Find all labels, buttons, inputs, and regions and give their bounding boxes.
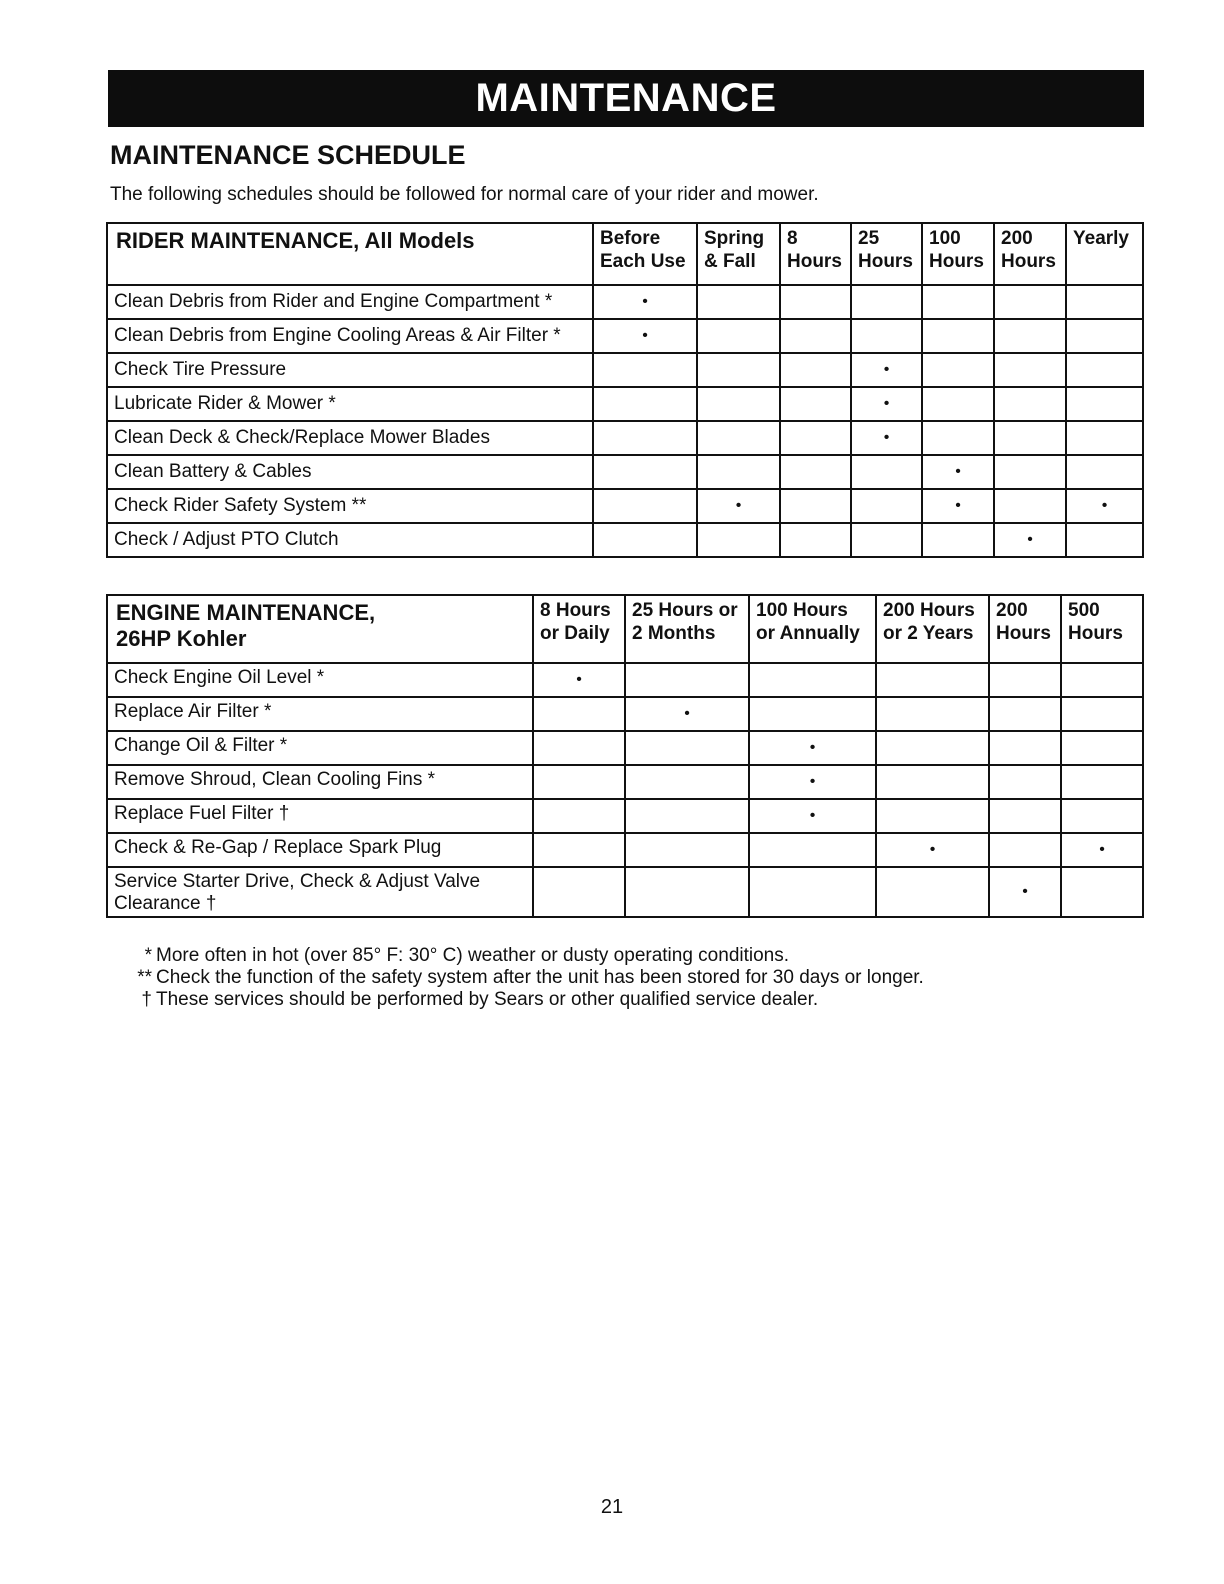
schedule-cell xyxy=(593,489,697,523)
schedule-cell xyxy=(994,319,1066,353)
table-row xyxy=(107,523,1143,557)
schedule-cell xyxy=(994,421,1066,455)
schedule-cell xyxy=(749,663,876,697)
schedule-cell xyxy=(697,523,780,557)
schedule-cell xyxy=(851,421,922,455)
schedule-cell xyxy=(876,867,989,917)
bullet-mark: • xyxy=(809,807,816,824)
bullet-mark: • xyxy=(883,361,890,378)
schedule-cell xyxy=(1066,489,1143,523)
schedule-cell xyxy=(989,765,1061,799)
footnote xyxy=(128,967,924,989)
schedule-cell xyxy=(697,421,780,455)
header-line: 100 xyxy=(929,228,961,249)
schedule-cell xyxy=(922,285,994,319)
schedule-cell xyxy=(625,765,749,799)
header-line: or Daily xyxy=(540,623,610,644)
schedule-cell xyxy=(922,319,994,353)
bullet-mark: • xyxy=(684,705,690,722)
table-row xyxy=(107,319,1143,353)
header-line: 8 xyxy=(787,228,798,249)
schedule-cell xyxy=(749,697,876,731)
schedule-cell xyxy=(876,765,989,799)
schedule-cell xyxy=(697,387,780,421)
schedule-cell xyxy=(749,799,876,833)
task-label: Check / Adjust PTO Clutch xyxy=(107,523,593,557)
header-line: Yearly xyxy=(1073,228,1129,249)
bullet-mark: • xyxy=(883,395,890,412)
schedule-cell xyxy=(876,799,989,833)
column-header xyxy=(1066,223,1143,285)
header-line: Spring xyxy=(704,228,765,249)
section-heading: MAINTENANCE SCHEDULE xyxy=(110,140,466,170)
schedule-cell xyxy=(749,833,876,867)
column-header xyxy=(989,595,1061,663)
schedule-cell xyxy=(922,455,994,489)
bullet-mark: • xyxy=(955,497,961,514)
bullet-mark: • xyxy=(1099,841,1105,858)
footnote-text: Check the function of the safety system after the unit has been stored for 30 days or longer. xyxy=(156,967,924,988)
footnote-text: More often in hot (over 85° F: 30° C) weather or dusty operating conditions. xyxy=(156,945,790,966)
table-row xyxy=(107,353,1143,387)
footnote-symbol: * xyxy=(144,945,152,966)
schedule-cell xyxy=(780,523,851,557)
header-row xyxy=(107,223,1143,285)
schedule-cell xyxy=(780,421,851,455)
bullet-mark: • xyxy=(809,773,816,790)
header-line: Before xyxy=(600,228,661,249)
schedule-cell xyxy=(533,765,625,799)
schedule-cell xyxy=(749,731,876,765)
table-row xyxy=(107,697,1143,731)
task-label: Remove Shroud, Clean Cooling Fins * xyxy=(107,765,533,799)
schedule-cell xyxy=(851,455,922,489)
schedule-cell xyxy=(697,285,780,319)
header-line: 8 Hours xyxy=(540,600,611,621)
table-row xyxy=(107,421,1143,455)
schedule-cell xyxy=(625,867,749,917)
schedule-cell xyxy=(593,455,697,489)
schedule-cell xyxy=(922,387,994,421)
schedule-cell xyxy=(1061,663,1143,697)
header-line: Hours xyxy=(929,251,984,272)
header-line: Hours xyxy=(1068,623,1123,644)
header-line: 100 Hours xyxy=(756,600,848,621)
header-line: Hours xyxy=(787,251,842,272)
schedule-cell xyxy=(780,319,851,353)
banner-title: MAINTENANCE xyxy=(108,70,1144,127)
schedule-cell xyxy=(989,867,1061,917)
schedule-cell xyxy=(1061,833,1143,867)
schedule-cell xyxy=(989,663,1061,697)
schedule-cell xyxy=(989,799,1061,833)
bullet-mark: • xyxy=(642,327,648,344)
column-header xyxy=(625,595,749,663)
schedule-cell xyxy=(593,421,697,455)
header-line: 200 xyxy=(1001,228,1033,249)
schedule-cell xyxy=(697,319,780,353)
schedule-cell xyxy=(697,489,780,523)
task-label: Check Tire Pressure xyxy=(107,353,593,387)
schedule-cell xyxy=(994,387,1066,421)
schedule-cell xyxy=(625,731,749,765)
schedule-cell xyxy=(994,353,1066,387)
schedule-cell xyxy=(922,489,994,523)
bullet-mark: • xyxy=(576,671,582,688)
bullet-mark: • xyxy=(642,293,648,310)
schedule-cell xyxy=(851,387,922,421)
task-label: Check Rider Safety System ** xyxy=(107,489,593,523)
schedule-cell xyxy=(1066,353,1143,387)
footnote-symbol: ** xyxy=(137,967,152,988)
schedule-cell xyxy=(994,455,1066,489)
header-line: 500 xyxy=(1068,600,1100,621)
schedule-cell xyxy=(1061,765,1143,799)
schedule-cell xyxy=(780,387,851,421)
bullet-mark: • xyxy=(735,497,742,514)
schedule-cell xyxy=(1066,523,1143,557)
schedule-cell xyxy=(533,799,625,833)
footnote xyxy=(128,989,924,1011)
task-label: Clean Deck & Check/Replace Mower Blades xyxy=(107,421,593,455)
task-label: Clean Debris from Rider and Engine Compartment * xyxy=(107,285,593,319)
header-line: Hours xyxy=(996,623,1051,644)
schedule-cell xyxy=(876,731,989,765)
footnote-symbol: † xyxy=(141,989,152,1010)
footnote xyxy=(128,945,924,967)
task-label: Clean Debris from Engine Cooling Areas & Air Filter * xyxy=(107,319,593,353)
column-header xyxy=(994,223,1066,285)
schedule-cell xyxy=(1061,799,1143,833)
schedule-cell xyxy=(533,663,625,697)
schedule-cell xyxy=(994,523,1066,557)
schedule-cell xyxy=(593,285,697,319)
column-header xyxy=(1061,595,1143,663)
rider-table-title: RIDER MAINTENANCE, All Models xyxy=(107,223,593,285)
table-row xyxy=(107,663,1143,697)
bullet-mark: • xyxy=(1027,531,1033,548)
schedule-cell xyxy=(533,833,625,867)
table-row xyxy=(107,387,1143,421)
engine-table-title xyxy=(107,595,533,663)
schedule-cell xyxy=(1066,387,1143,421)
schedule-cell xyxy=(533,867,625,917)
schedule-cell xyxy=(697,455,780,489)
schedule-cell xyxy=(625,663,749,697)
column-header xyxy=(533,595,625,663)
schedule-cell xyxy=(922,523,994,557)
header-line: Hours xyxy=(1001,251,1056,272)
title-line: 26HP Kohler xyxy=(116,626,247,651)
title-line: ENGINE MAINTENANCE, xyxy=(116,600,376,625)
engine-maintenance-table xyxy=(106,594,1144,918)
schedule-cell xyxy=(780,353,851,387)
schedule-cell xyxy=(1066,285,1143,319)
table-row xyxy=(107,285,1143,319)
schedule-cell xyxy=(780,455,851,489)
column-header xyxy=(851,223,922,285)
schedule-cell xyxy=(593,319,697,353)
schedule-cell xyxy=(749,765,876,799)
bullet-mark: • xyxy=(1101,497,1108,514)
schedule-cell xyxy=(749,867,876,917)
schedule-cell xyxy=(593,387,697,421)
schedule-cell xyxy=(593,353,697,387)
task-label: Replace Air Filter * xyxy=(107,697,533,731)
schedule-cell xyxy=(625,697,749,731)
header-line: Each Use xyxy=(600,251,686,272)
column-header xyxy=(749,595,876,663)
bullet-mark: • xyxy=(883,429,890,446)
schedule-cell xyxy=(851,489,922,523)
schedule-cell xyxy=(989,731,1061,765)
schedule-cell xyxy=(1066,455,1143,489)
schedule-cell xyxy=(851,353,922,387)
header-line: Hours xyxy=(858,251,913,272)
bullet-mark: • xyxy=(809,739,816,756)
schedule-cell xyxy=(1066,421,1143,455)
table-row xyxy=(107,765,1143,799)
rider-maintenance-table xyxy=(106,222,1144,558)
bullet-mark: • xyxy=(929,841,936,858)
schedule-cell xyxy=(1061,697,1143,731)
table-row xyxy=(107,833,1143,867)
schedule-cell xyxy=(697,353,780,387)
header-line: or Annually xyxy=(756,623,860,644)
table-row xyxy=(107,867,1143,917)
column-header xyxy=(593,223,697,285)
footnotes xyxy=(128,945,924,1011)
header-line: 200 xyxy=(996,600,1028,621)
task-label: Clean Battery & Cables xyxy=(107,455,593,489)
column-header xyxy=(922,223,994,285)
footnote-text: These services should be performed by Sears or other qualified service dealer. xyxy=(156,989,819,1010)
page-number: 21 xyxy=(600,1496,624,1518)
header-line: 25 Hours or xyxy=(632,600,738,621)
schedule-cell xyxy=(780,285,851,319)
schedule-cell xyxy=(994,489,1066,523)
schedule-cell xyxy=(876,697,989,731)
schedule-cell xyxy=(851,285,922,319)
schedule-cell xyxy=(593,523,697,557)
schedule-cell xyxy=(994,285,1066,319)
table-row xyxy=(107,731,1143,765)
table-row xyxy=(107,799,1143,833)
schedule-cell xyxy=(533,697,625,731)
header-row xyxy=(107,595,1143,663)
schedule-cell xyxy=(922,421,994,455)
schedule-cell xyxy=(1061,867,1143,917)
header-line: & Fall xyxy=(704,251,756,272)
task-label: Lubricate Rider & Mower * xyxy=(107,387,593,421)
table-row xyxy=(107,455,1143,489)
header-line: or 2 Years xyxy=(883,623,974,644)
schedule-cell xyxy=(533,731,625,765)
column-header xyxy=(780,223,851,285)
task-label: Replace Fuel Filter † xyxy=(107,799,533,833)
task-label: Service Starter Drive, Check & Adjust Valve Clearance † xyxy=(107,867,533,917)
bullet-mark: • xyxy=(955,463,961,480)
task-label: Check Engine Oil Level * xyxy=(107,663,533,697)
task-label: Change Oil & Filter * xyxy=(107,731,533,765)
header-line: 200 Hours xyxy=(883,600,975,621)
schedule-cell xyxy=(876,833,989,867)
schedule-cell xyxy=(1066,319,1143,353)
schedule-cell xyxy=(876,663,989,697)
column-header xyxy=(876,595,989,663)
header-line: 25 xyxy=(858,228,880,249)
schedule-cell xyxy=(851,523,922,557)
header-line: 2 Months xyxy=(632,623,716,644)
table-row xyxy=(107,489,1143,523)
schedule-cell xyxy=(780,489,851,523)
schedule-cell xyxy=(851,319,922,353)
task-label: Check & Re-Gap / Replace Spark Plug xyxy=(107,833,533,867)
schedule-cell xyxy=(625,799,749,833)
schedule-cell xyxy=(1061,731,1143,765)
schedule-cell xyxy=(989,697,1061,731)
schedule-cell xyxy=(625,833,749,867)
schedule-cell xyxy=(989,833,1061,867)
intro-text: The following schedules should be followed for normal care of your rider and mower. xyxy=(110,184,819,205)
schedule-cell xyxy=(922,353,994,387)
column-header xyxy=(697,223,780,285)
bullet-mark: • xyxy=(1022,883,1028,900)
